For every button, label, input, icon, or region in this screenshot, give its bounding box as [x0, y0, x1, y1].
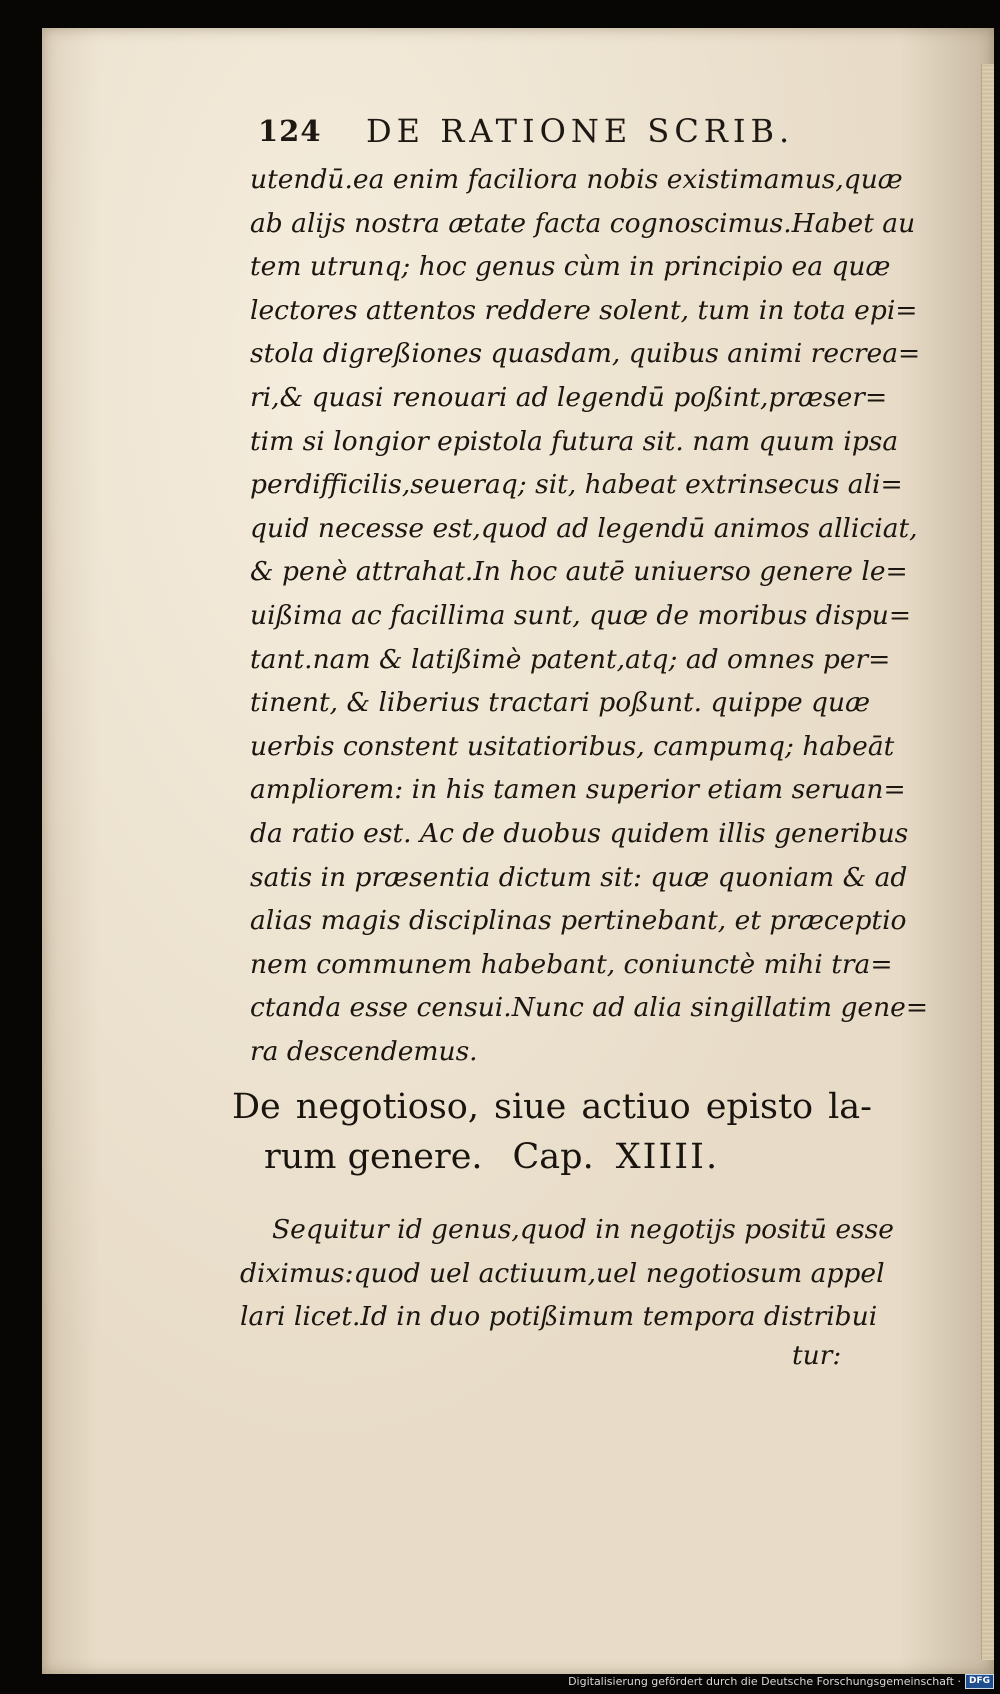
text-line: tant.nam & latißimè patent,atq; ad omnes per=: [250, 643, 891, 675]
chapter-label: Cap.: [512, 1137, 594, 1177]
text-line: stola digreßiones quasdam, quibus animi recrea=: [250, 338, 921, 370]
running-title: DE RATIONE SCRIB.: [366, 112, 795, 150]
paragraph-2: [240, 1208, 894, 1339]
text-line: ctanda esse censui.Nunc ad alia singillatim gene=: [250, 992, 929, 1024]
footer-credit: Digitalisierung gefördert durch die Deutsche Forschungsgemeinschaft ·: [568, 1674, 961, 1688]
text-line: ra descendemus.: [250, 1035, 478, 1067]
text-line: satis in præsentia dictum sit: quæ quoniam & ad: [250, 861, 908, 893]
paragraph-1: [250, 158, 929, 1073]
text-line: tim si longior epistola futura sit. nam quum ipsa: [250, 425, 899, 457]
catchword: tur:: [792, 1340, 842, 1371]
chapter-heading: [232, 1082, 872, 1182]
text-line: ab alijs nostra ætate facta cognoscimus.Habet au: [250, 207, 916, 239]
chapter-heading-line-2-text: rum genere.: [264, 1137, 483, 1177]
text-line: lectores attentos reddere solent, tum in tota epi=: [250, 294, 918, 326]
text-line: diximus:quod uel actiuum,uel negotiosum appel: [240, 1257, 885, 1289]
text-line: da ratio est. Ac de duobus quidem illis generibus: [250, 817, 909, 849]
dfg-logo-icon: DFG: [965, 1674, 994, 1689]
text-line: lari licet.Id in duo potißimum tempora distribui: [240, 1301, 878, 1333]
running-head: [258, 108, 818, 154]
text-line: ri,& quasi renouari ad legendū poßint,præser=: [250, 381, 888, 413]
text-line: uißima ac facillima sunt, quæ de moribus dispu=: [250, 599, 912, 631]
text-line: quid necesse est,quod ad legendū animos alliciat,: [250, 512, 918, 544]
text-line: & penè attrahat.In hoc autē uniuerso genere le=: [250, 556, 908, 588]
text-line: ampliorem: in his tamen superior etiam seruan=: [250, 774, 906, 806]
text-line: utendū.ea enim faciliora nobis existimamus,quæ: [250, 164, 903, 195]
text-line: nem communem habebant, coniunctè mihi tra=: [250, 948, 893, 980]
chapter-heading-line-1: De negotioso, siue actiuo episto la-: [232, 1087, 872, 1127]
text-line: Sequitur id genus,quod in negotijs positū esse: [272, 1214, 894, 1245]
text-line: alias magis disciplinas pertinebant, et præceptio: [250, 905, 907, 937]
text-line: perdifficilis,seueraq; sit, habeat extrinsecus ali=: [250, 469, 903, 501]
text-line: uerbis constent usitatioribus, campumq; habeāt: [250, 730, 895, 762]
text-line: tem utrunq; hoc genus cùm in principio ea quæ: [250, 251, 891, 283]
page-fore-edge: [981, 64, 994, 1660]
digitization-footer: [568, 1672, 994, 1690]
chapter-number: XIIII.: [615, 1137, 720, 1177]
text-line: tinent, & liberius tractari poßunt. quippe quæ: [250, 687, 870, 719]
page-number: 124: [258, 114, 322, 148]
chapter-heading-line-2: [232, 1132, 872, 1182]
